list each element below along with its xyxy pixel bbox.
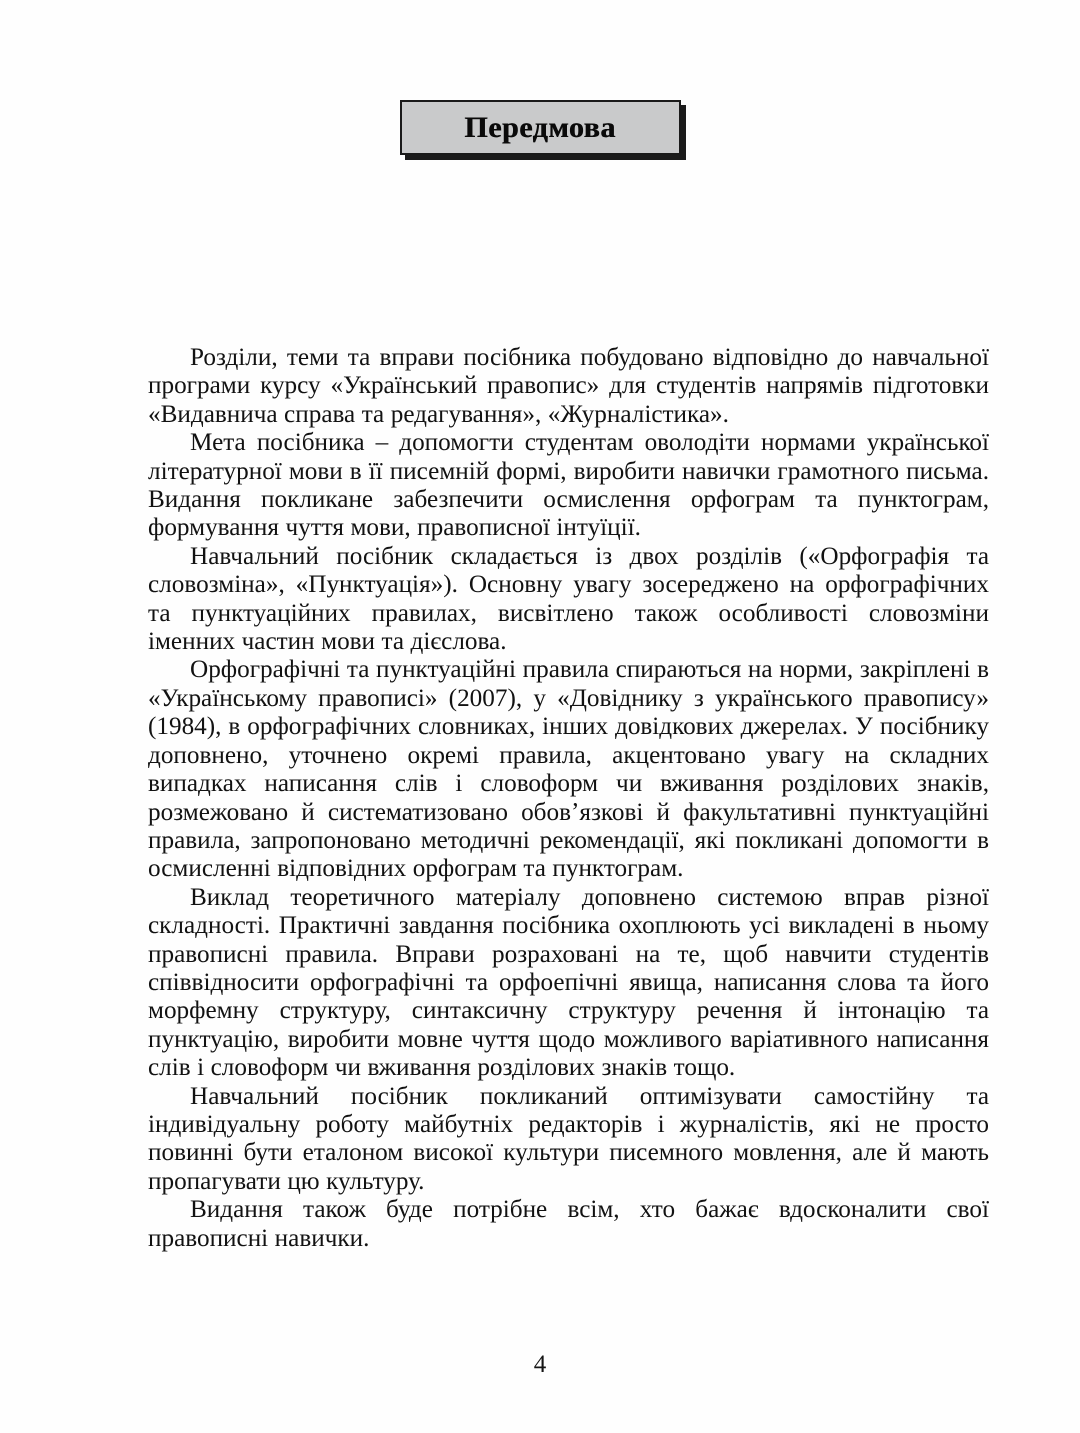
paragraph-4: Орфографічні та пунктуаційні правила спираються на норми, закріплені в «Українському правописі» (2007), у «Довіднику з українського правопису» (1984), в орфографічних словниках, інших довідкових джерелах. У посібнику доповнено, уточнено окремі правила, акцентовано увагу на складних випадках написання слів і словоформ чи вживання розділових знаків, розмежовано й систематизовано обовʼязкові й факультативні пунктуаційні правила, запропоновано методичні рекомендації, які покликані допомогти в осмисленні відповідних орфограм та пунктограм. [148,656,989,883]
paragraph-2: Мета посібника – допомогти студентам оволодіти нормами української літературної мови в її писемній формі, виробити навички грамотного письма. Видання покликане забезпечити осмислення орфограм та пунктограм, формування чуття мови, правописної інтуїції. [148,429,989,542]
paragraph-1: Розділи, теми та вправи посібника побудовано відповідно до навчальної програми курсу «Український правопис» для студентів напрямів підготовки «Видавнича справа та редагування», «Журналістика». [148,344,989,428]
paragraph-6: Навчальний посібник покликаний оптимізувати самостійну та індивідуальну роботу майбутніх редакторів і журналістів, які не просто повинні бути еталоном високої культури писемного мовлення, але й мають пропагувати цю культуру. [148,1082,989,1195]
paragraph-7: Видання також буде потрібне всім, хто бажає вдосконалити свої правописні навички. [148,1196,989,1252]
page-title: Передмова [464,110,616,144]
body-text-column [148,344,989,1253]
page-heading-container [0,100,1080,155]
paragraph-3: Навчальний посібник складається із двох розділів («Орфографія та словозміна», «Пунктуація»). Основну увагу зосереджено на орфографічних та пунктуаційних правилах, висвітлено також особливості словозміни іменних частин мови та дієслова. [148,542,989,656]
page-number: 4 [533,1351,547,1378]
heading-plaque [400,100,681,155]
paragraph-5: Виклад теоретичного матеріалу доповнено системою вправ різної складності. Практичні завдання посібника охоплюють усі викладені в ньому правописні правила. Вправи розраховані на те, щоб навчити студентів співвідносити орфографічні та орфоепічні явища, написання слова та його морфемну структуру, синтаксичну структуру речення й інтонацію та пунктуацію, виробити мовне чуття щодо можливого варіативного написання слів і словоформ чи вживання розділових знаків тощо. [148,883,989,1082]
